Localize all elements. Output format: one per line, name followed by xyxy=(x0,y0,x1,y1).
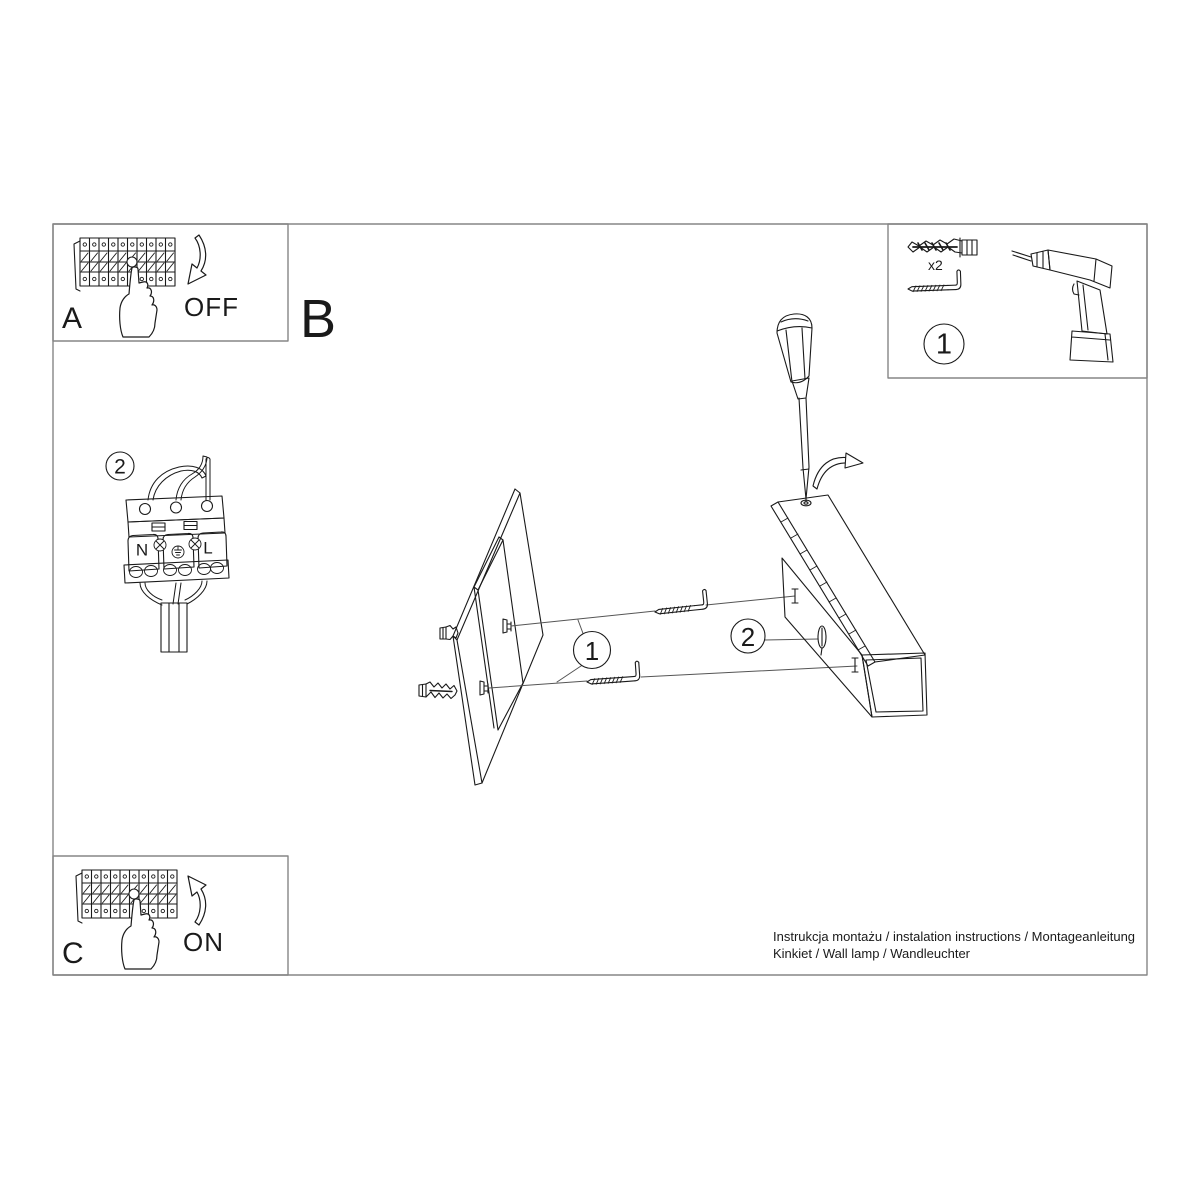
arrow-down-icon xyxy=(188,235,206,284)
plate-anchor-bottom xyxy=(480,681,488,695)
wall-dowel-top xyxy=(440,626,458,640)
box-a-border xyxy=(53,224,288,341)
terminal-l-label: L xyxy=(203,538,213,558)
hook-screw-icon xyxy=(907,270,961,292)
leader-lines xyxy=(489,596,857,688)
parts-callout-number: 1 xyxy=(935,328,953,361)
arrow-up-icon xyxy=(188,876,206,925)
wiring-callout-number: 2 xyxy=(114,455,126,479)
footer-line-1: Instrukcja montażu / instalation instructions / Montageanleitung xyxy=(773,929,1136,944)
drill-icon xyxy=(1012,250,1113,362)
box-c-border xyxy=(53,856,288,975)
lamp-body xyxy=(782,558,927,717)
step-c-action-label: ON xyxy=(183,927,224,957)
footer-line-2: Kinkiet / Wall lamp / Wandleuchter xyxy=(773,946,970,961)
step-c-label: C xyxy=(62,937,84,970)
terminal-n-label: N xyxy=(135,540,149,560)
main-border xyxy=(53,224,1147,975)
exploded-view-illustration xyxy=(419,314,927,785)
exploded-callout-1: 1 xyxy=(584,636,600,666)
wires-bottom xyxy=(140,581,207,605)
exploded-callout-2: 2 xyxy=(740,622,756,652)
wall-plug-icon xyxy=(908,238,977,257)
footer-text xyxy=(773,928,1135,962)
wall-dowel-bottom xyxy=(419,682,457,699)
hook-screw-icon xyxy=(653,589,708,614)
step-a-label: A xyxy=(62,302,83,335)
quantity-label: x2 xyxy=(928,257,943,273)
rotate-arrow-icon xyxy=(813,453,863,489)
page-frames xyxy=(53,224,1147,975)
wires-top xyxy=(148,456,210,500)
step-b-label: B xyxy=(300,289,337,349)
plate-anchor-top xyxy=(503,619,511,633)
wall-panel xyxy=(453,489,543,785)
cover-plate xyxy=(771,495,925,666)
screwdriver-icon xyxy=(777,314,812,502)
step-a-action-label: OFF xyxy=(184,292,239,322)
